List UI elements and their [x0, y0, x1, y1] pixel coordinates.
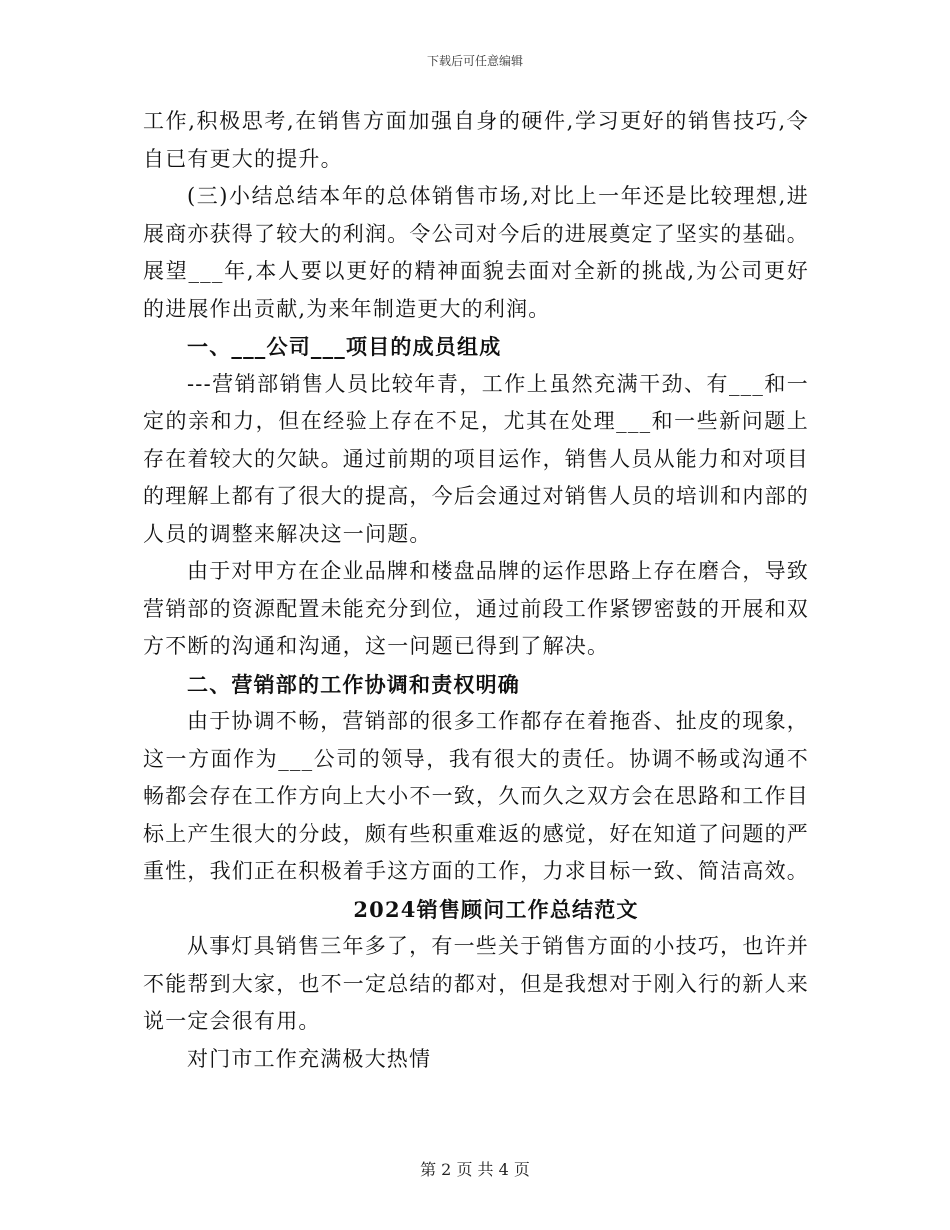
section-heading-team: 一、___公司___项目的成员组成 [187, 334, 502, 359]
paragraph-store-enthusiasm: 对门市工作充满极大热情 [187, 1046, 432, 1071]
paragraph-brand-coordination: 由于对甲方在企业品牌和楼盘品牌的运作思路上存在磨合，导致营销部的资源配置未能充分到位，通过前段工作紧锣密鼓的开展和双方不断的沟通和沟通，这一问题已得到了解决。 [143, 559, 809, 658]
paragraph-team-members: ---营销部销售人员比较年青，工作上虽然充满干劲、有___和一定的亲和力，但在经验上存在不足，尤其在处理___和一些新问题上存在着较大的欠缺。通过前期的项目运作，销售人员从能力和对项目的理解上都有了很大的提高，今后会通过对销售人员的培训和内部的人员的调整来解决这一问题。 [143, 371, 809, 546]
section-heading-coordination: 二、营销部的工作协调和责权明确 [187, 671, 520, 697]
paragraph-summary-three: (三)小结总结本年的总体销售市场,对比上一年还是比较理想,进展商亦获得了较大的利润。令公司对今后的进展奠定了坚实的基础。展望___年,本人要以更好的精神面貌去面对全新的挑战,为公司更好的进展作出贡献,为来年制造更大的利润。 [143, 184, 809, 321]
document-body [143, 103, 809, 1078]
paragraph-continuation: 工作,积极思考,在销售方面加强自身的硬件,学习更好的销售技巧,令自已有更大的提升。 [143, 109, 809, 171]
page-number: 第 2 页 共 4 页 [420, 1160, 530, 1179]
document-title: 2024销售顾问工作总结范文 [353, 896, 639, 922]
page-header: 下载后可任意编辑 [426, 54, 523, 68]
paragraph-lighting-sales: 从事灯具销售三年多了，有一些关于销售方面的小技巧，也许并不能帮到大家，也不一定总结的都对，但是我想对于刚入行的新人来说一定会很有用。 [143, 934, 809, 1033]
paragraph-coordination-issues: 由于协调不畅，营销部的很多工作都存在着拖沓、扯皮的现象，这一方面作为___公司的领导，我有很大的责任。协调不畅或沟通不畅都会存在工作方向上大小不一致，久而久之双方会在思路和工作目标上产生很大的分歧，颇有些积重难返的感觉，好在知道了问题的严重性，我们正在积极着手这方面的工作，力求目标一致、简洁高效。 [143, 709, 809, 883]
